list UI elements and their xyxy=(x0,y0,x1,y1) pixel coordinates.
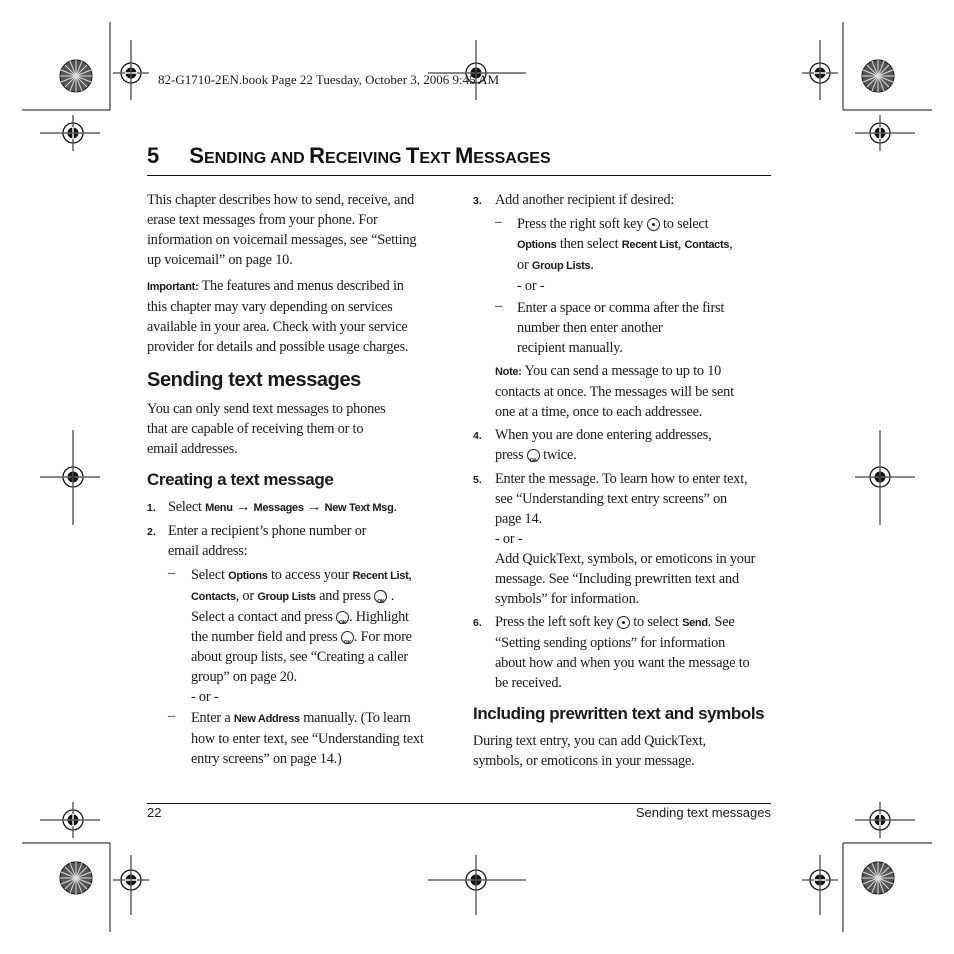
section-text: You can only send text messages to phones that are capable of receiving them or to email addresses. xyxy=(147,401,386,457)
bullet-dash: – xyxy=(495,298,503,314)
note-label: Note: xyxy=(495,366,522,378)
bullet-right-soft-key: Press the right soft key to select Options then select Recent List, Contacts, or Group Lists. - or - xyxy=(517,216,733,294)
right-soft-key-icon xyxy=(647,218,660,231)
page-number: 22 xyxy=(147,805,162,820)
intro-paragraph: This chapter describes how to send, receive, and erase text messages from your phone. For information on voicemail messages, see “Setting up voicemail” on page 10. xyxy=(147,192,417,268)
step-6: Press the left soft key to select Send. See “Setting sending options” for information about how and when you want the message to be received. xyxy=(495,614,750,691)
step-1: Select Menu → Messages → New Text Msg. xyxy=(168,499,397,515)
subsection-title: Including prewritten text and symbols xyxy=(473,704,765,723)
footer-rule xyxy=(147,803,771,804)
step-number: 1. xyxy=(147,502,156,514)
file-header: 82-G1710-2EN.book Page 22 Tuesday, October 3, 2006 9:45 AM xyxy=(158,72,500,87)
chapter-heading xyxy=(147,143,551,169)
bullet-dash: – xyxy=(168,565,176,581)
step-2: Enter a recipient’s phone number or email address: xyxy=(168,523,367,559)
section-title: Sending text messages xyxy=(147,369,361,391)
ok-key-icon xyxy=(336,611,349,624)
important-label: Important: xyxy=(147,281,199,293)
chapter-rule xyxy=(147,175,771,176)
ok-key-icon xyxy=(341,631,354,644)
bullet-select-options: Select Options to access your Recent List, Contacts, or Group Lists and press OK . Select a contact and press OK . Highlight the number field and press OK . For more about group lists, see “Creating a caller group” on page 20. - or - xyxy=(191,565,446,707)
ok-key-icon xyxy=(527,449,540,462)
note: Note: You can send a message to up to 10 contacts at once. The messages will be sent one at a time, once to each addressee. xyxy=(495,363,734,420)
bullet-space-comma: Enter a space or comma after the first number then enter another recipient manually. xyxy=(517,300,725,356)
subsection-text: During text entry, you can add QuickText, symbols, or emoticons in your message. xyxy=(473,733,706,769)
bullet-dash: – xyxy=(495,214,503,230)
ok-key-icon xyxy=(374,590,387,603)
left-soft-key-icon xyxy=(617,616,630,629)
step-4: When you are done entering addresses, press OK twice. xyxy=(495,425,712,465)
running-footer: Sending text messages xyxy=(635,805,771,820)
step-number: 6. xyxy=(473,617,482,629)
chapter-number: 5 xyxy=(147,143,160,168)
subsection-title: Creating a text message xyxy=(147,470,334,489)
step-3: Add another recipient if desired: xyxy=(495,192,675,208)
step-number: 3. xyxy=(473,195,482,207)
important-note: Important: The features and menus described in this chapter may vary depending on services available in your area. Check with your service provider for details and possible usage charges. xyxy=(147,278,409,355)
step-number: 2. xyxy=(147,526,156,538)
step-5: Enter the message. To learn how to enter text, see “Understanding text entry screens” on page 14. - or - Add QuickText, symbols, or emoticons in your message. See “Including prewritten text and symbols” for information. xyxy=(495,471,756,607)
step-number: 5. xyxy=(473,474,482,486)
bullet-dash: – xyxy=(168,708,176,724)
chapter-title: SENDING AND RECEIVING TEXT MESSAGES xyxy=(189,143,551,168)
step-number: 4. xyxy=(473,430,482,442)
bullet-new-address: Enter a New Address manually. (To learn how to enter text, see “Understanding text entry screens” on page 14.) xyxy=(191,710,424,767)
